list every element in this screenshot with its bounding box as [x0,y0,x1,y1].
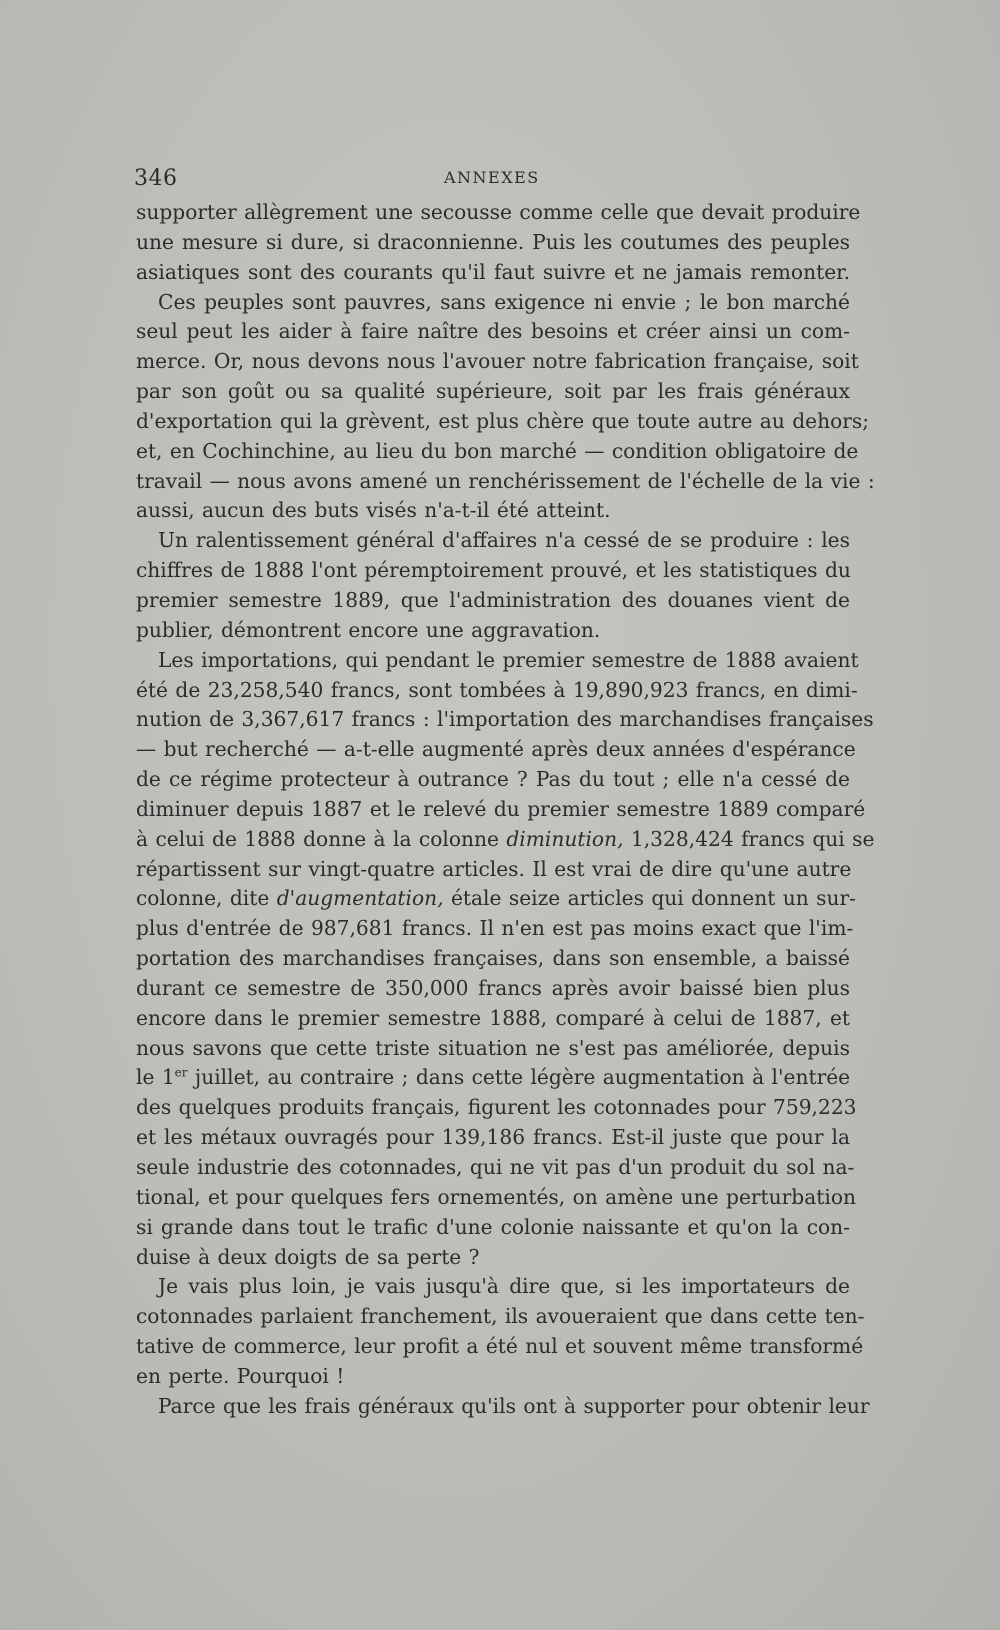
text-line: Un ralentissement général d'affaires n'a cessé de se produire : les [158,528,850,553]
text-line: Parce que les frais généraux qu'ils ont à supporter pour obtenir leur [158,1393,870,1418]
text-line: cotonnades parlaient franchement, ils avoueraient que dans cette ten- [136,1304,865,1329]
italic-term: diminution, [506,826,624,851]
text-line: seule industrie des cotonnades, qui ne vit pas d'un produit du sol na- [136,1155,855,1179]
text-line [136,825,875,855]
text-segment: à celui de 1888 donne à la colonne [136,826,507,851]
text-line: tative de commerce, leur profit a été nul et souvent même transformé [136,1334,864,1359]
text-line: durant ce semestre de 350,000 francs après avoir baissé bien plus [136,975,850,1000]
text-line: des quelques produits français, figurent les cotonnades pour 759,223 [136,1095,857,1120]
text-line: portation des marchandises françaises, dans son ensemble, a baissé [136,946,850,971]
text-line: travail — nous avons amené un renchérissement de l'échelle de la vie : [136,468,875,493]
text-line: — but recherché — a-t-elle augmenté après deux années d'espérance [136,737,856,762]
text-line: et, en Cochinchine, au lieu du bon marché — condition obligatoire de [136,438,859,463]
text-line: encore dans le premier semestre 1888, comparé à celui de 1887, et [136,1005,850,1030]
text-line: et les métaux ouvragés pour 139,186 francs. Est-il juste que pour la [136,1125,850,1150]
text-line: seul peut les aider à faire naître des besoins et créer ainsi un com- [136,319,850,344]
superscript: er [174,1065,188,1080]
text-segment: 1,328,424 francs qui se [623,826,875,851]
body-text [136,198,875,1422]
running-head: ANNEXES [444,168,540,187]
page-number: 346 [134,166,178,191]
text-line: en perte. Pourquoi ! [136,1363,345,1388]
text-line: Je vais plus loin, je vais jusqu'à dire que, si les importateurs de [158,1274,850,1299]
text-segment: juillet, au contraire ; dans cette légère augmentation à l'entrée [187,1065,851,1090]
text-line [136,1063,850,1093]
text-line: aussi, aucun des buts visés n'a-t-il été atteint. [136,498,611,523]
text-line: été de 23,258,540 francs, sont tombées à 19,890,923 francs, en dimi- [136,677,858,702]
text-segment: colonne, dite [136,886,277,911]
text-line: par son goût ou sa qualité supérieure, soit par les frais généraux [136,379,850,404]
text-segment: le 1 [136,1065,175,1090]
text-line: diminuer depuis 1887 et le relevé du premier semestre 1889 comparé [136,796,866,821]
text-line: merce. Or, nous devons nous l'avouer notre fabrication française, soit [136,349,859,374]
text-line: une mesure si dure, si draconnienne. Puis les coutumes des peuples [136,229,850,254]
text-line: d'exportation qui la grèvent, est plus chère que toute autre au dehors; [136,408,870,433]
text-line: de ce régime protecteur à outrance ? Pas du tout ; elle n'a cessé de [136,767,850,792]
text-line: si grande dans tout le trafic d'une colonie naissante et qu'on la con- [136,1214,850,1239]
text-line: duise à deux doigts de sa perte ? [136,1244,480,1269]
text-line: supporter allègrement une secousse comme celle que devait produire [136,200,861,224]
text-line: répartissent sur vingt-quatre articles. Il est vrai de dire qu'une autre [136,856,852,881]
text-line: asiatiques sont des courants qu'il faut suivre et ne jamais remonter. [136,259,850,284]
text-segment: étale seize articles qui donnent un sur- [443,886,856,911]
text-line: Les importations, qui pendant le premier semestre de 1888 avaient [158,647,859,672]
text-line [136,884,856,914]
italic-term: d'augmentation, [276,886,444,911]
text-line: nous savons que cette triste situation ne s'est pas améliorée, depuis [136,1035,850,1060]
page-header [134,166,854,196]
text-line: Ces peuples sont pauvres, sans exigence ni envie ; le bon marché [158,289,850,314]
text-line: premier semestre 1889, que l'administration des douanes vient de [136,587,850,612]
text-line: tional, et pour quelques fers ornementés, on amène une perturbation [136,1184,856,1209]
text-line: nution de 3,367,617 francs : l'importation des marchandises françaises [136,707,874,732]
text-line: publier, démontrent encore une aggravation. [136,617,601,642]
text-line: plus d'entrée de 987,681 francs. Il n'en est pas moins exact que l'im- [136,916,854,941]
text-line: chiffres de 1888 l'ont péremptoirement prouvé, et les statistiques du [136,558,851,583]
